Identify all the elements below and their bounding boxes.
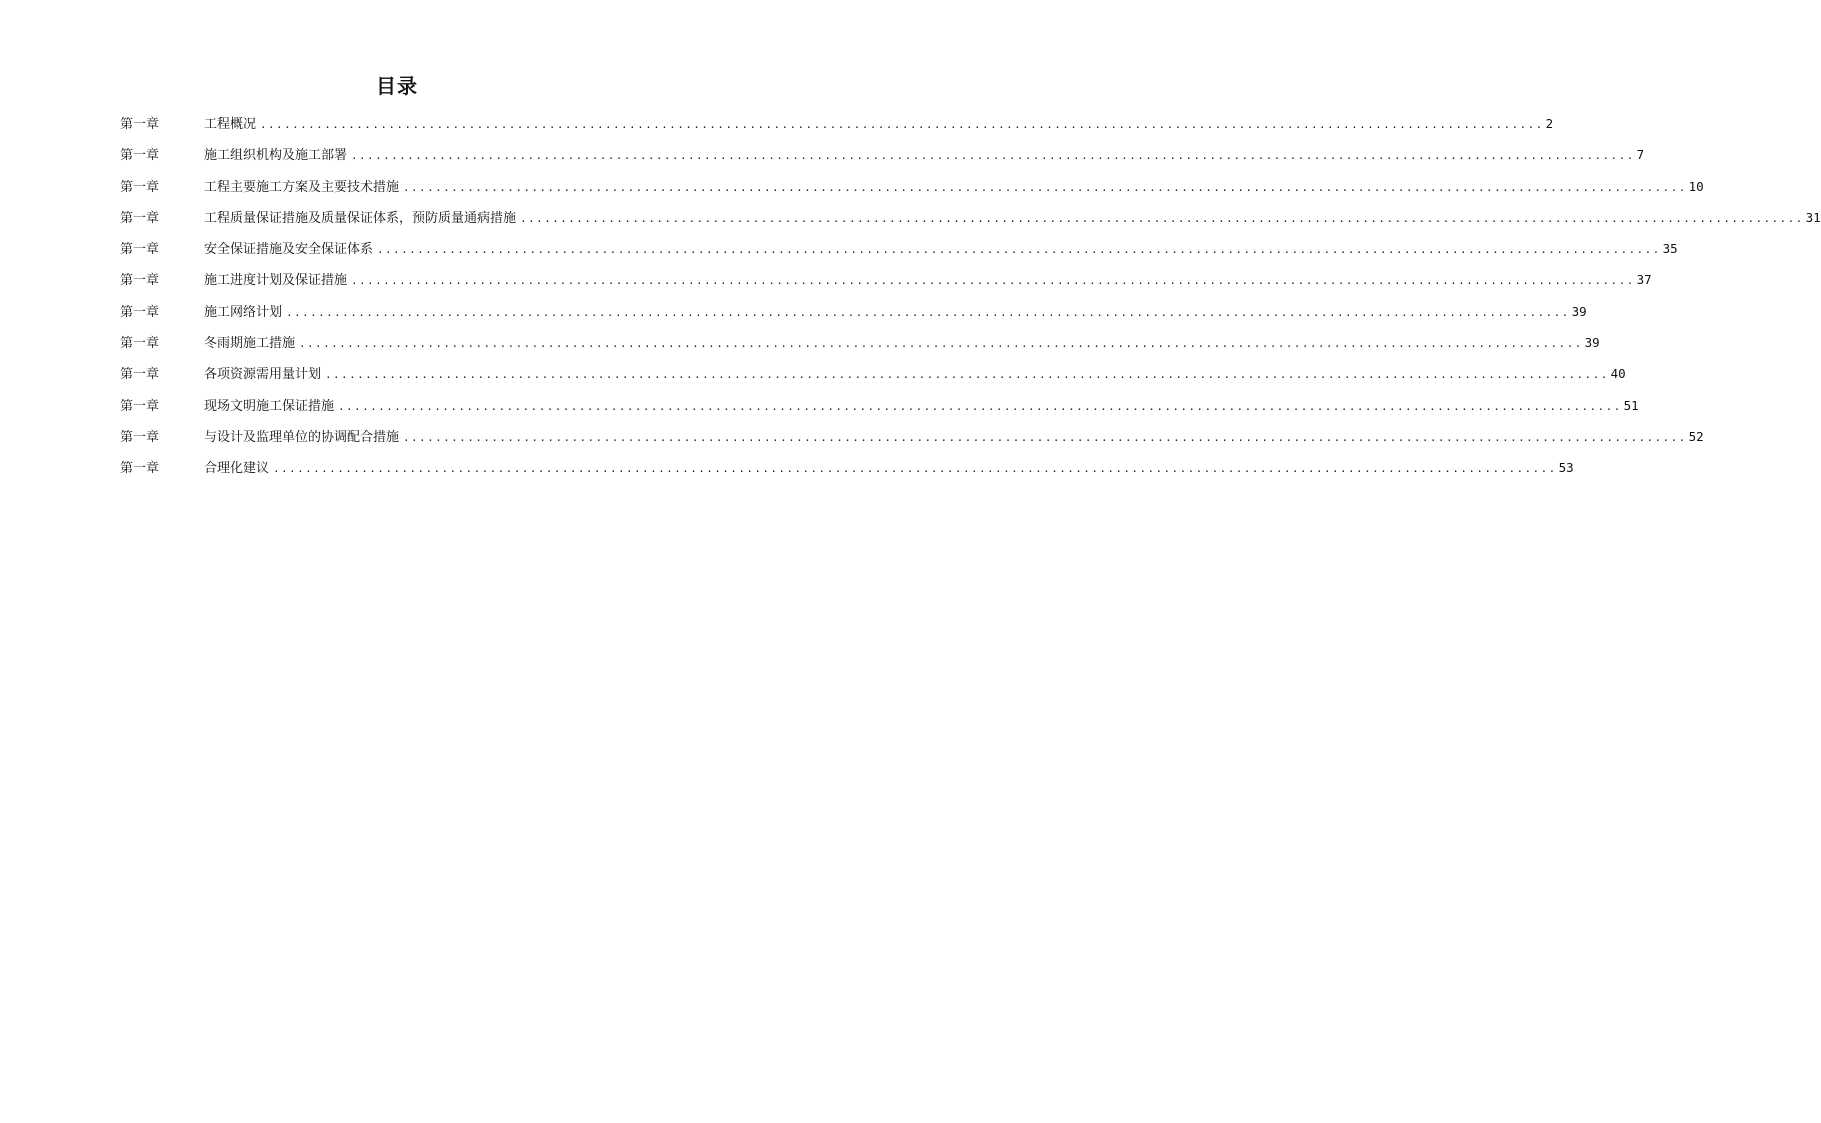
toc-entry[interactable] <box>120 421 1704 452</box>
toc-entry[interactable] <box>120 202 1821 233</box>
toc-chapter-label: 第一章 <box>120 273 160 289</box>
toc-chapter-label: 第一章 <box>120 210 160 226</box>
toc-entry[interactable] <box>120 233 1678 264</box>
toc-chapter-label: 第一章 <box>120 461 160 477</box>
toc-page-number: 37 <box>1636 272 1652 288</box>
toc-dot-leader: ................................................................................................................................................................ <box>403 430 1687 444</box>
toc-page-number: 53 <box>1558 460 1574 476</box>
toc-page-number: 31 <box>1805 209 1821 225</box>
toc-entry-title: 合理化建议 <box>204 461 270 477</box>
toc-entry-title: 冬雨期施工措施 <box>204 336 296 352</box>
toc-entry[interactable] <box>120 327 1600 358</box>
toc-entry-title: 施工网络计划 <box>204 304 283 320</box>
toc-dot-leader: ................................................................................................................................................................ <box>260 118 1544 131</box>
toc-entry-title: 工程质量保证措施及质量保证体系，预防质量通病措施 <box>204 210 517 226</box>
toc-page-number: 7 <box>1636 147 1645 163</box>
toc-entry[interactable] <box>120 171 1704 202</box>
toc-dot-leader: ................................................................................................................................................................ <box>377 243 1661 257</box>
toc-dot-leader: ................................................................................................................................................................ <box>273 462 1557 476</box>
toc-entry[interactable] <box>120 390 1639 421</box>
toc-page-number: 51 <box>1623 397 1639 413</box>
toc-page-number: 52 <box>1688 428 1704 444</box>
table-of-contents <box>120 108 1821 484</box>
toc-chapter-label: 第一章 <box>120 117 160 132</box>
toc-entry[interactable] <box>120 296 1587 327</box>
toc-page-number: 10 <box>1688 178 1704 194</box>
toc-entry-title: 各项资源需用量计划 <box>204 367 322 383</box>
toc-entry[interactable] <box>120 452 1574 483</box>
toc-chapter-label: 第一章 <box>120 367 160 383</box>
toc-chapter-label: 第一章 <box>120 304 160 320</box>
toc-page-number: 40 <box>1610 366 1626 382</box>
toc-entry[interactable] <box>120 139 1645 170</box>
page-title: 目录 <box>376 74 418 98</box>
toc-entry-title: 安全保证措施及安全保证体系 <box>204 242 374 258</box>
toc-page-number: 35 <box>1662 241 1678 257</box>
toc-chapter-label: 第一章 <box>120 242 160 258</box>
toc-entry-title: 现场文明施工保证措施 <box>204 398 335 414</box>
toc-entry-title: 工程概况 <box>204 117 257 132</box>
toc-chapter-label: 第一章 <box>120 398 160 414</box>
toc-entry-title: 施工进度计划及保证措施 <box>204 273 348 289</box>
toc-dot-leader: ................................................................................................................................................................ <box>351 274 1635 288</box>
toc-entry[interactable] <box>120 358 1626 389</box>
toc-dot-leader: ................................................................................................................................................................ <box>520 211 1804 225</box>
toc-entry-title: 施工组织机构及施工部署 <box>204 148 348 164</box>
toc-chapter-label: 第一章 <box>120 336 160 352</box>
toc-dot-leader: ................................................................................................................................................................ <box>403 180 1687 194</box>
toc-chapter-label: 第一章 <box>120 429 160 445</box>
toc-chapter-label: 第一章 <box>120 179 160 195</box>
toc-dot-leader: ................................................................................................................................................................ <box>351 149 1635 163</box>
toc-dot-leader: ................................................................................................................................................................ <box>338 399 1622 413</box>
toc-page-number: 39 <box>1571 303 1587 319</box>
toc-dot-leader: ................................................................................................................................................................ <box>325 368 1609 382</box>
toc-dot-leader: ................................................................................................................................................................ <box>286 305 1570 319</box>
toc-dot-leader: ................................................................................................................................................................ <box>299 337 1583 351</box>
toc-chapter-label: 第一章 <box>120 148 160 164</box>
toc-entry-title: 工程主要施工方案及主要技术措施 <box>204 179 400 195</box>
toc-entry[interactable] <box>120 264 1652 295</box>
toc-page-number: 39 <box>1584 335 1600 351</box>
toc-page-number: 2 <box>1545 116 1554 131</box>
toc-entry-title: 与设计及监理单位的协调配合措施 <box>204 429 400 445</box>
toc-entry[interactable] <box>120 108 1554 139</box>
